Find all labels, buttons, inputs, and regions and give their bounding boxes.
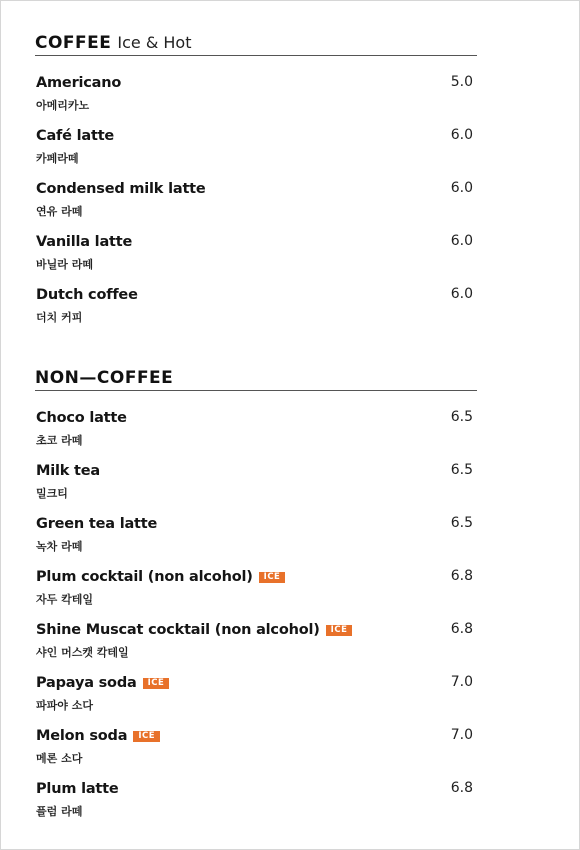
- menu-item: [35, 126, 477, 179]
- menu-item-price: 6.5: [450, 409, 473, 425]
- coffee-item-list: [35, 73, 477, 338]
- menu-item-korean: 더치 커피: [36, 311, 83, 324]
- menu-item-name: Green tea latte: [36, 516, 158, 532]
- menu-item: [35, 461, 477, 514]
- menu-item: [35, 73, 477, 126]
- menu-item-name-row: [36, 73, 121, 93]
- menu-item: [35, 726, 477, 779]
- menu-item-korean: 초코 라떼: [36, 434, 83, 447]
- menu-item-name-row: [36, 726, 160, 746]
- ice-badge: ICE: [143, 678, 170, 689]
- menu-item-name-row: [36, 779, 119, 799]
- menu-item-name: Papaya soda: [36, 675, 137, 691]
- menu-item: [35, 285, 477, 338]
- menu-item-name: Café latte: [36, 128, 115, 144]
- menu-item-name: Milk tea: [36, 463, 101, 479]
- menu-item-price: 6.8: [450, 621, 473, 637]
- menu-item-name: Americano: [36, 75, 122, 91]
- coffee-section: [35, 29, 477, 338]
- menu-item: [35, 179, 477, 232]
- menu-item-name: Melon soda: [36, 728, 128, 744]
- menu-item-name-row: [36, 285, 138, 305]
- menu-item-korean: 밀크티: [36, 487, 68, 500]
- menu-item-name-row: [36, 673, 169, 693]
- menu-item-name: Plum cocktail (non alcohol): [36, 569, 253, 585]
- menu-item-name-row: [36, 408, 127, 428]
- menu-item-korean: 아메리카노: [36, 99, 90, 112]
- menu-item-price: 7.0: [450, 674, 473, 690]
- menu-item-price: 6.8: [450, 568, 473, 584]
- non-coffee-section-header: [35, 364, 477, 391]
- section-title: NON—COFFEE: [35, 368, 174, 388]
- menu-item-korean: 메론 소다: [36, 752, 83, 765]
- menu-item: [35, 673, 477, 726]
- menu-item-korean: 파파야 소다: [36, 699, 93, 712]
- menu-item-name-row: [36, 514, 157, 534]
- menu-item-korean: 연유 라떼: [36, 205, 83, 218]
- menu-item-name: Plum latte: [36, 781, 119, 797]
- menu-item: [35, 232, 477, 285]
- ice-badge: ICE: [259, 572, 286, 583]
- menu-item: [35, 620, 477, 673]
- menu-item-korean: 바닐라 라떼: [36, 258, 93, 271]
- ice-badge: ICE: [133, 731, 160, 742]
- menu-item-price: 6.0: [450, 127, 473, 143]
- ice-badge: ICE: [326, 625, 353, 636]
- menu-item-price: 5.0: [450, 74, 473, 90]
- menu-item: [35, 779, 477, 832]
- menu-item-name-row: [36, 126, 114, 146]
- menu-item-korean: 자두 칵테일: [36, 593, 93, 606]
- non-coffee-section: [35, 364, 477, 832]
- menu-item-price: 7.0: [450, 727, 473, 743]
- coffee-section-header: [35, 29, 477, 56]
- menu-item-name-row: [36, 179, 206, 199]
- menu-item-name: Condensed milk latte: [36, 181, 206, 197]
- menu-item-name-row: [36, 620, 352, 640]
- menu-item-korean: 녹차 라떼: [36, 540, 83, 553]
- menu-item: [35, 567, 477, 620]
- menu-item-korean: 플럼 라떼: [36, 805, 83, 818]
- menu-item-name-row: [36, 232, 132, 252]
- menu-item-name: Choco latte: [36, 410, 127, 426]
- menu-item-name-row: [36, 567, 285, 587]
- menu-item-name: Shine Muscat cocktail (non alcohol): [36, 622, 320, 638]
- menu-item: [35, 408, 477, 461]
- menu-item: [35, 514, 477, 567]
- menu-item-korean: 샤인 머스캣 칵테일: [36, 646, 129, 659]
- menu-item-korean: 카페라떼: [36, 152, 79, 165]
- menu-item-price: 6.0: [450, 233, 473, 249]
- menu-item-name: Dutch coffee: [36, 287, 138, 303]
- menu-item-name-row: [36, 461, 100, 481]
- menu-item-name: Vanilla latte: [36, 234, 133, 250]
- menu-item-price: 6.8: [450, 780, 473, 796]
- non-coffee-item-list: [35, 408, 477, 832]
- menu-item-price: 6.5: [450, 515, 473, 531]
- section-title: COFFEE: [35, 33, 112, 53]
- menu-item-price: 6.5: [450, 462, 473, 478]
- menu-item-price: 6.0: [450, 180, 473, 196]
- section-subtitle: Ice & Hot: [117, 33, 192, 52]
- menu-item-price: 6.0: [450, 286, 473, 302]
